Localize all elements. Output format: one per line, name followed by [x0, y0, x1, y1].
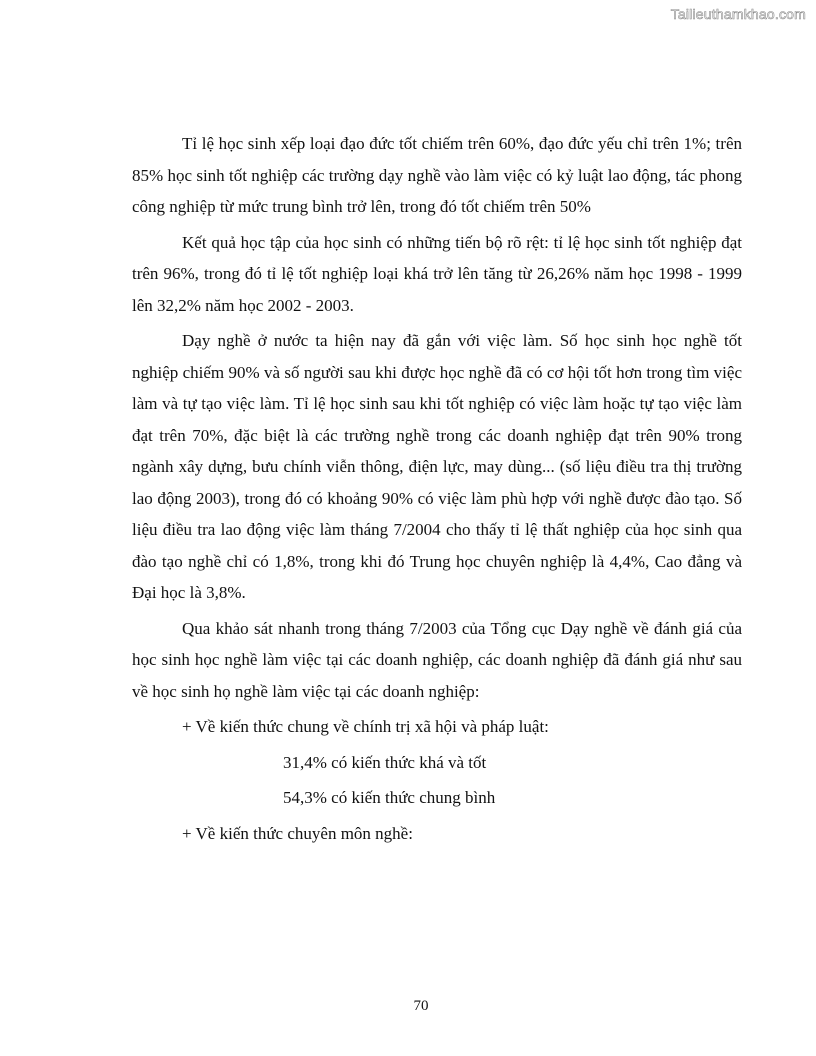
page-number: 70	[413, 998, 429, 1014]
document-body	[132, 128, 742, 849]
paragraph-moral-rating: Tỉ lệ học sinh xếp loại đạo đức tốt chiếm trên 60%, đạo đức yếu chỉ trên 1%; trên 85% học sinh tốt nghiệp các trường dạy nghề vào làm việc có kỷ luật lao động, tác phong công nghiệp từ mức trung bình trở lên, trong đó tốt chiếm trên 50%	[132, 134, 742, 216]
sub-item-good-knowledge: 31,4% có kiến thức khá và tốt	[283, 752, 487, 772]
paragraph-study-results: Kết quả học tập của học sinh có những tiến bộ rõ rệt: tỉ lệ học sinh tốt nghiệp đạt trên 96%, trong đó tỉ lệ tốt nghiệp loại khá trở lên tăng từ 26,26% năm học 1998 - 1999 lên 32,2% năm học 2002 - 2003.	[132, 232, 742, 315]
sub-item-average-knowledge: 54,3% có kiến thức chung bình	[283, 788, 496, 807]
paragraph-survey: Qua khảo sát nhanh trong tháng 7/2003 của Tổng cục Dạy nghề về đánh giá của học sinh học nghề làm việc tại các doanh nghiệp, các doanh nghiệp đã đánh giá như sau về học sinh họ nghề làm việc tại các doanh nghiệp:	[132, 618, 742, 701]
bullet-specialty-knowledge: + Về kiến thức chuyên môn nghề:	[182, 823, 413, 843]
bullet-general-knowledge: + Về kiến thức chung về chính trị xã hội và pháp luật:	[182, 717, 549, 736]
watermark-text: Tailieuthamkhao.com	[670, 6, 806, 22]
paragraph-employment: Dạy nghề ở nước ta hiện nay đã gắn với việc làm. Số học sinh học nghề tốt nghiệp chiếm 90% và số người sau khi được học nghề đã có cơ hội tốt hơn trong tìm việc làm và tự tạo việc làm. Tỉ lệ học sinh sau khi tốt nghiệp có việc làm hoặc tự tạo việc làm đạt trên 70%, đặc biệt là các trường nghề trong các doanh nghiệp đạt trên 90% trong ngành xây dựng, bưu chính viễn thông, điện lực, may dùng... (số liệu điều tra thị trường lao động 2003), trong đó có khoảng 90% có việc làm phù hợp với nghề được đào tạo. Số liệu điều tra lao động việc làm tháng 7/2004 cho thấy tỉ lệ thất nghiệp của học sinh qua đào tạo nghề chỉ có 1,8%, trong khi đó Trung học chuyên nghiệp là 4,4%, Cao đẳng và Đại học là 3,8%.	[132, 331, 742, 602]
